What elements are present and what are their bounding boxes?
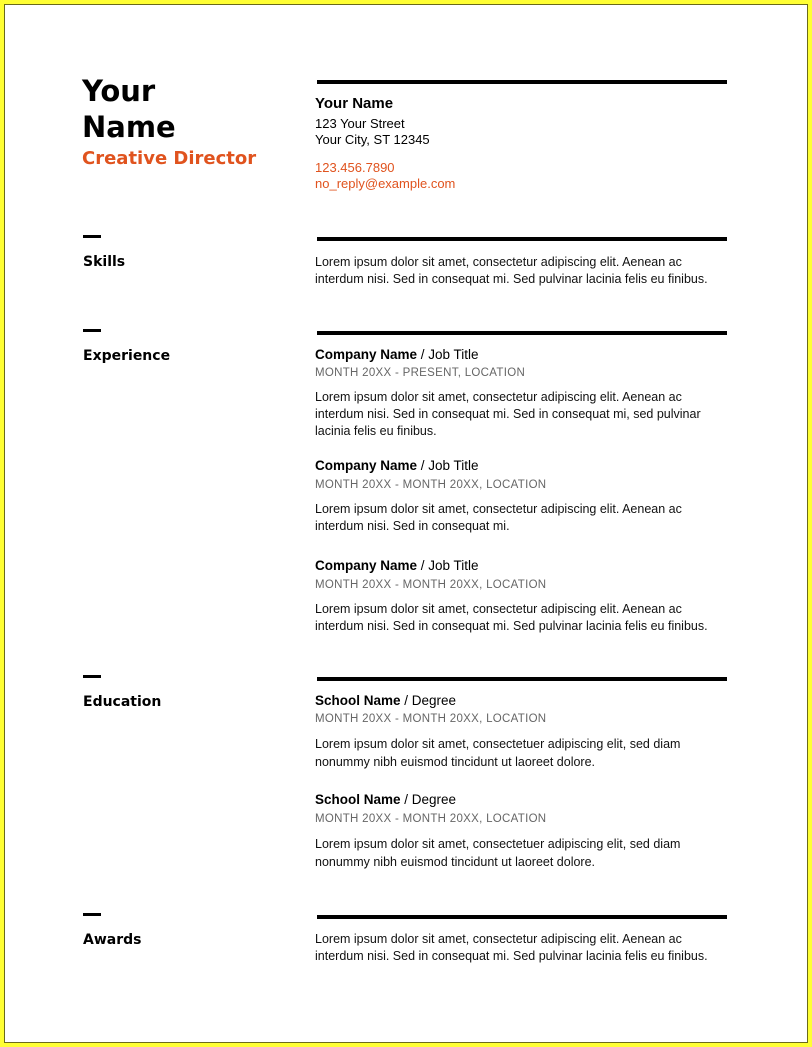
job-title: / Job Title (417, 458, 479, 473)
school-name: School Name (315, 693, 401, 708)
experience-entry-2-title (315, 458, 479, 473)
degree: / Degree (400, 792, 457, 807)
education-entry-1-date: MONTH 20XX - MONTH 20XX, LOCATION (315, 713, 547, 725)
contact-city: Your City, ST 12345 (315, 132, 430, 147)
degree: / Degree (400, 693, 457, 708)
awards-text: Lorem ipsum dolor sit amet, consectetur adipiscing elit. Aenean ac interdum nisi. Sed in consequat mi. Sed pulvinar lacinia felis eu finibus. (315, 932, 708, 963)
experience-entry-2-date: MONTH 20XX - MONTH 20XX, LOCATION (315, 479, 547, 491)
education-entry-2-text: Lorem ipsum dolor sit amet, consectetuer adipiscing elit, sed diam nonummy nibh euismod tincidunt ut laoreet dolore. (315, 837, 681, 869)
awards-dash (83, 913, 101, 916)
job-title: / Job Title (417, 347, 479, 362)
school-name: School Name (315, 792, 401, 807)
experience-label: Experience (83, 348, 171, 364)
experience-dash (83, 329, 101, 332)
experience-entry-2-text: Lorem ipsum dolor sit amet, consectetur adipiscing elit. Aenean ac interdum nisi. Sed in consequat mi. (315, 502, 682, 533)
name-first-line: Your (82, 74, 156, 108)
experience-rule (317, 331, 727, 335)
education-dash (83, 675, 101, 678)
role-title: Creative Director (82, 148, 257, 169)
contact-rule (317, 80, 727, 84)
experience-entry-1-date: MONTH 20XX - PRESENT, LOCATION (315, 367, 526, 379)
awards-label: Awards (83, 932, 142, 948)
education-entry-2-date: MONTH 20XX - MONTH 20XX, LOCATION (315, 813, 547, 825)
job-title: / Job Title (417, 558, 479, 573)
skills-text: Lorem ipsum dolor sit amet, consectetur adipiscing elit. Aenean ac interdum nisi. Sed in consequat mi. Sed pulvinar lacinia felis eu finibus. (315, 255, 708, 286)
education-entry-2-title (315, 792, 456, 807)
company-name: Company Name (315, 558, 418, 573)
contact-phone: 123.456.7890 (315, 160, 395, 175)
experience-entry-3-title (315, 558, 479, 573)
skills-rule (317, 237, 727, 241)
education-entry-1-text: Lorem ipsum dolor sit amet, consectetuer adipiscing elit, sed diam nonummy nibh euismod tincidunt ut laoreet dolore. (315, 737, 681, 769)
awards-rule (317, 915, 727, 919)
experience-entry-3-date: MONTH 20XX - MONTH 20XX, LOCATION (315, 579, 547, 591)
contact-street: 123 Your Street (315, 116, 405, 131)
education-label: Education (83, 694, 162, 710)
resume-page (4, 4, 808, 1043)
name-second-line: Name (82, 110, 176, 144)
company-name: Company Name (315, 458, 418, 473)
skills-dash (83, 235, 101, 238)
skills-label: Skills (83, 254, 126, 270)
education-entry-1-title (315, 693, 456, 708)
experience-entry-1-text: Lorem ipsum dolor sit amet, consectetur adipiscing elit. Aenean ac interdum nisi. Sed in consequat mi. Sed in consequat mi, sed pulvinar lacinia felis eu finibus. (315, 390, 701, 438)
company-name: Company Name (315, 347, 418, 362)
contact-email[interactable]: no_reply@example.com (315, 176, 456, 191)
education-rule (317, 677, 727, 681)
contact-name: Your Name (315, 95, 394, 112)
experience-entry-1-title (315, 347, 479, 362)
experience-entry-3-text: Lorem ipsum dolor sit amet, consectetur adipiscing elit. Aenean ac interdum nisi. Sed in consequat mi. Sed pulvinar lacinia felis eu finibus. (315, 602, 708, 633)
